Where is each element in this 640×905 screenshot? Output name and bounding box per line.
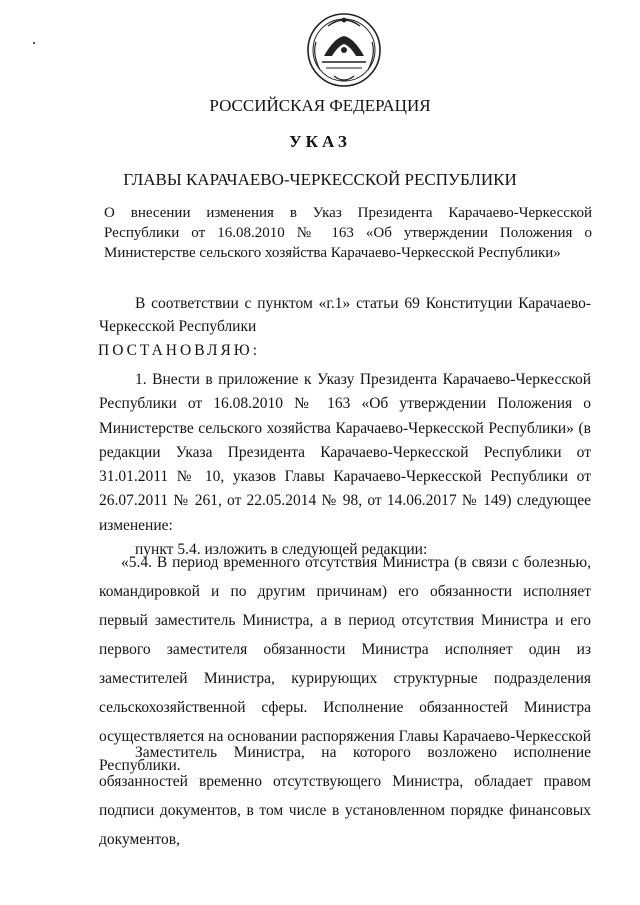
scan-speck [33,42,35,44]
preamble-paragraph: В соответствии с пунктом «г.1» статьи 69 Конституции Карачаево-Черкесской Республики [99,295,591,335]
quoted-clause-5-4: «5.4. В период временного отсутствия Министра (в связи с болезнью, командировкой и по другим причинам) его обязанности исполняет первый заместитель Министра, а в период отсутствия Министра и его первого заместителя обязанности Министра исполняет один из заместителей Министра, курирующих структурные подразделения сельскохозяйственной сферы. Исполнение обязанностей Министра осуществляется на основании распоряжения Главы Карачаево-Черкесской Республики. [99,554,591,774]
decree-word: ПОСТАНОВЛЯЮ: [98,342,261,359]
document-subject: О внесении изменения в Указ Президента Карачаево-Черкесской Республики от 16.08.2010 № 163 «Об утверждении Положения о Министерстве сельского хозяйства Карачаево-Черкесской Республики» [104,205,592,261]
preamble-block [99,292,591,338]
issuer-title: ГЛАВЫ КАРАЧАЕВО-ЧЕРКЕССКОЙ РЕСПУБЛИКИ [123,170,517,189]
item-1-paragraph: 1. Внести в приложение к Указу Президента Карачаево-Черкесской Республики от 16.08.2010 № 163 «Об утверждении Положения о Министерстве сельского хозяйства Карачаево-Черкесской Республики» (в редакции Указа Президента Карачаево-Черкесской Республики от 31.01.2011 № 10, указов Главы Карачаево-Черкесской Республики от 26.07.2011 № 261, от 22.05.2014 № 98, от 14.06.2017 № 149) следующее изменение: [99,371,591,534]
deputy-paragraph: Заместитель Министра, на которого возложено исполнение обязанностей временно отсутствующего Министра, обладает правом подписи документов, в том числе в установленном порядке финансовых документов, [99,744,591,848]
country-title: РОССИЙСКАЯ ФЕДЕРАЦИЯ [209,96,431,115]
deputy-block [99,738,591,854]
document-type-title: УКАЗ [289,132,351,151]
item-1-point-paragraph: пункт 5.4. изложить в следующей редакции: [135,541,428,559]
republic-coat-of-arms-icon [306,12,382,88]
item-1-block [99,368,591,562]
